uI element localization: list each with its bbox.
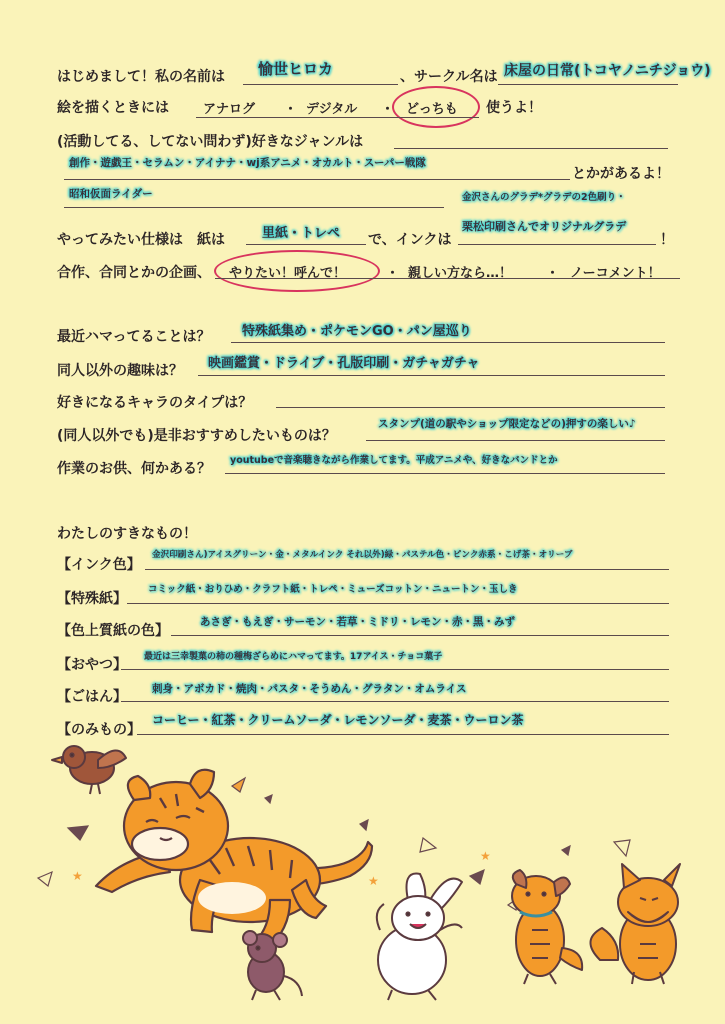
rabbit-icon <box>377 874 462 1000</box>
question-1-answer: 特殊紙集め・ポケモンGO・パン屋巡り <box>242 324 472 339</box>
draw-option-analog: アナログ <box>203 102 256 117</box>
bird-icon <box>52 746 126 794</box>
spec-paper-answer: 里紙・トレペ <box>262 226 341 241</box>
genres-suffix: とかがあるよ！ <box>572 166 670 182</box>
genre-question: (活動してる、してない問わず)好きなジャンルは <box>57 134 364 150</box>
question-5-answer: youtubeで音楽聴きながら作業してます。平成アニメや、好きなバンドとか <box>230 455 558 466</box>
spec-note-1: 金沢さんのグラデ*グラデの2色刷り・ <box>462 192 626 203</box>
collab-option-friends: 親しい方なら…！ <box>408 266 513 281</box>
question-4-answer: スタンプ(道の駅やショップ限定などの)押すの楽しい♪ <box>378 418 636 430</box>
draw-option-both: どっちも <box>406 102 458 117</box>
question-3: 好きになるキャラのタイプは？ <box>57 395 253 411</box>
svg-text:★: ★ <box>72 869 83 883</box>
question-1: 最近ハマってることは？ <box>57 329 211 345</box>
collab-sep1: ・ <box>386 266 400 281</box>
question-5: 作業のお供、何かある？ <box>57 461 211 477</box>
spec-suffix: ！ <box>660 232 674 248</box>
question-4: (同人以外でも)是非おすすめしたいものは？ <box>57 428 336 444</box>
mouse-icon <box>243 931 302 1000</box>
spec-prefix: やってみたい仕様は 紙は <box>57 232 225 248</box>
collab-sep2: ・ <box>546 266 560 281</box>
genres-answer-1: 創作・遊戯王・セラムン・アイナナ・wj系アニメ・オカルト・スーパー戦隊 <box>69 157 426 169</box>
collab-option-yes: やりたい！呼んで！ <box>229 266 347 281</box>
fav-label-ink: 【インク色】 <box>57 557 141 573</box>
spec-ink-label: で、インクは <box>368 232 452 248</box>
draw-option-digital: デジタル <box>306 102 358 117</box>
fox-icon <box>590 864 680 984</box>
collab-option-nocomment: ノーコメント！ <box>570 266 661 281</box>
fav-value-snack: 最近は三幸製菓の柿の種梅ざらめにハマってます。17アイス・チョコ菓子 <box>144 652 443 662</box>
fav-label-drink: 【のみもの】 <box>57 722 141 738</box>
fav-value-drink: コーヒー・紅茶・クリームソーダ・レモンソーダ・麦茶・ウーロン茶 <box>152 713 524 727</box>
draw-option-sep2: ・ <box>381 102 395 117</box>
fav-label-paper: 【特殊紙】 <box>57 591 127 607</box>
fav-value-ink: 金沢印刷さん)アイスグリーン・金・メタルインク それ以外)緑・パステル色・ピンク赤系・こげ茶・オリーブ <box>152 550 573 560</box>
fav-value-paper: コミック紙・おりひめ・クラフト紙・トレペ・ミューズコットン・ニュートン・玉しき <box>148 584 518 595</box>
svg-text:★: ★ <box>368 874 379 888</box>
fav-label-color-paper: 【色上質紙の色】 <box>57 623 169 639</box>
fav-label-meal: 【ごはん】 <box>57 689 127 705</box>
name-answer: 愉世ヒロカ <box>258 60 334 78</box>
question-2-answer: 映画鑑賞・ドライブ・孔版印刷・ガチャガチャ <box>208 356 480 371</box>
fav-value-meal: 刺身・アボカド・焼肉・パスタ・そうめん・グラタン・オムライス <box>152 683 467 695</box>
dog-icon <box>512 870 582 984</box>
fav-label-snack: 【おやつ】 <box>57 657 127 673</box>
draw-suffix: 使うよ！ <box>486 100 542 116</box>
svg-text:★: ★ <box>480 849 491 863</box>
circle-label: 、サークル名は <box>400 69 498 85</box>
question-2: 同人以外の趣味は？ <box>57 363 183 379</box>
tiger-icon <box>96 770 372 950</box>
circle-name-answer: 床屋の日常(トコヤノニチジョウ) <box>504 63 711 79</box>
spec-ink-answer: 栗松印刷さんでオリジナルグラデ <box>462 220 627 233</box>
fav-value-color-paper: あさぎ・もえぎ・サーモン・若草・ミドリ・レモン・赤・黒・みず <box>200 616 515 628</box>
intro-prefix: はじめまして！私の名前は <box>57 69 225 85</box>
favorites-title: わたしのすきなもの！ <box>57 526 197 542</box>
genres-answer-2: 昭和仮面ライダー <box>69 188 153 200</box>
collab-prefix: 合作、合同とかの企画、 <box>57 265 211 281</box>
draw-prefix: 絵を描くときには <box>57 100 169 116</box>
draw-option-sep1: ・ <box>284 102 298 117</box>
